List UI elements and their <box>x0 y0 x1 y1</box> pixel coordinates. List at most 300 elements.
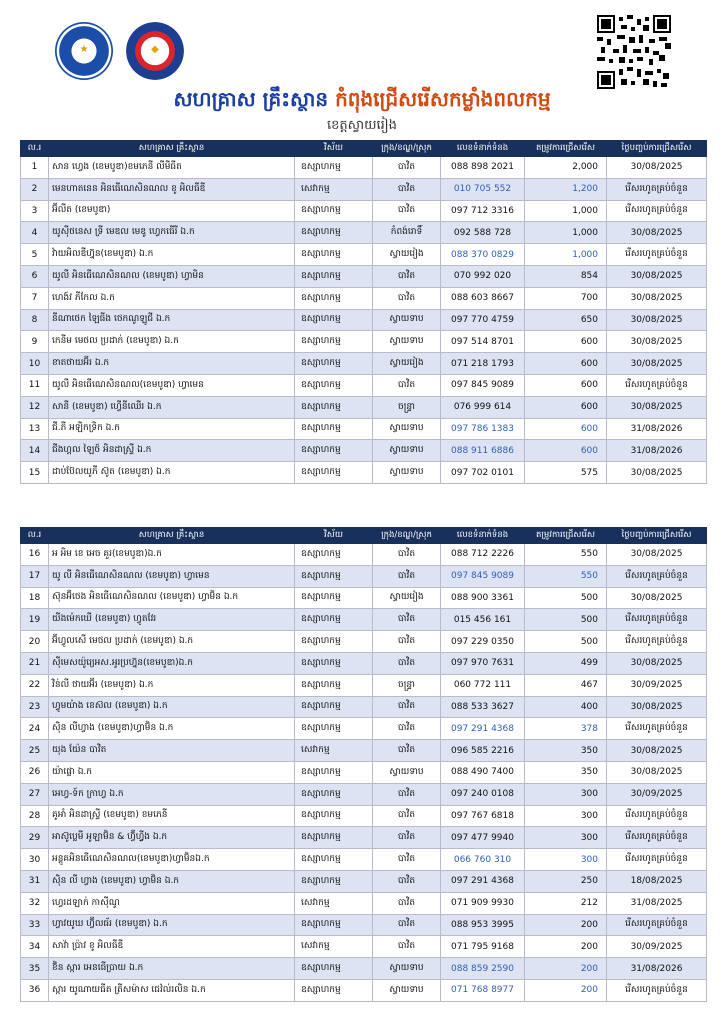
table-row <box>21 287 707 309</box>
phone-number: 088 370 0829 <box>441 244 525 266</box>
phone-number: 088 490 7400 <box>441 761 525 783</box>
company-name: ស៊ីមេសយ៉ូរ្យេអស.អូរប្រហ្វ៊ុន(ខេមបូឌា)ឯ.ក <box>49 652 295 674</box>
table-row <box>21 440 707 462</box>
location: បាវិត <box>373 157 441 179</box>
table-row <box>21 718 707 740</box>
table-row <box>21 631 707 653</box>
deadline: រើសរហូតគ្រប់ចំនួន <box>607 805 707 827</box>
table-row <box>21 244 707 266</box>
demand-count: 854 <box>525 265 607 287</box>
deadline: 18/08/2025 <box>607 870 707 892</box>
demand-count: 200 <box>525 958 607 980</box>
recruitment-table-2 <box>20 527 707 1002</box>
deadline: 30/09/2025 <box>607 674 707 696</box>
table-row <box>21 200 707 222</box>
demand-count: 575 <box>525 462 607 484</box>
sector: ឧស្សាហកម្ម <box>295 309 373 331</box>
demand-count: 350 <box>525 740 607 762</box>
row-number: 33 <box>21 914 49 936</box>
table-row <box>21 652 707 674</box>
company-name: ខ៊ិន ស្ការ អេនធើប្រាយ ឯ.ក <box>49 958 295 980</box>
deadline: 30/08/2025 <box>607 462 707 484</box>
table-row <box>21 396 707 418</box>
demand-count: 700 <box>525 287 607 309</box>
company-name: អេហ្វ-ទ៍ក ក្រាហ្វ ឯ.ក <box>49 783 295 805</box>
deadline: 30/08/2025 <box>607 265 707 287</box>
sector: ឧស្សាហកម្ម <box>295 440 373 462</box>
demand-count: 1,000 <box>525 222 607 244</box>
row-number: 11 <box>21 374 49 396</box>
demand-count: 212 <box>525 892 607 914</box>
row-number: 3 <box>21 200 49 222</box>
page-title <box>0 86 724 116</box>
col-header-sector: វិស័យ <box>295 528 373 544</box>
table-row <box>21 892 707 914</box>
phone-number: 088 953 3995 <box>441 914 525 936</box>
table-row <box>21 936 707 958</box>
row-number: 1 <box>21 157 49 179</box>
row-number: 29 <box>21 827 49 849</box>
company-name: យីងម៉េកឃើ (ខេមបូឌា) ហ្វូតវែរ <box>49 609 295 631</box>
company-name: យូលី អិនធើណេសិនណល (ខេមបូឌា) ហ្វាមិន <box>49 265 295 287</box>
col-header-no: ល.រ <box>21 141 49 157</box>
demand-count: 500 <box>525 609 607 631</box>
row-number: 17 <box>21 565 49 587</box>
deadline: 31/08/2026 <box>607 958 707 980</box>
demand-count: 1,200 <box>525 178 607 200</box>
title-part-recruiting: កំពុងជ្រើសរើសកម្លាំងពលកម្ម <box>335 87 551 111</box>
row-number: 35 <box>21 958 49 980</box>
location: បាវិត <box>373 652 441 674</box>
location: បាវិត <box>373 265 441 287</box>
demand-count: 467 <box>525 674 607 696</box>
deadline: 30/08/2025 <box>607 309 707 331</box>
row-number: 20 <box>21 631 49 653</box>
table-row <box>21 849 707 871</box>
demand-count: 300 <box>525 783 607 805</box>
location: ស្វាយរៀង <box>373 587 441 609</box>
deadline: 30/08/2025 <box>607 587 707 609</box>
company-name: យូ លី អិនធើណេសិនណល (ខេមបូឌា) ហ្វាមេន <box>49 565 295 587</box>
phone-number: 088 533 3627 <box>441 696 525 718</box>
table-row <box>21 761 707 783</box>
row-number: 32 <box>21 892 49 914</box>
table-row <box>21 674 707 696</box>
sector: ឧស្សាហកម្ម <box>295 958 373 980</box>
sector: ឧស្សាហកម្ម <box>295 565 373 587</box>
location: ស្វាយទាប <box>373 331 441 353</box>
row-number: 16 <box>21 544 49 566</box>
phone-number: 097 786 1383 <box>441 418 525 440</box>
table-row <box>21 609 707 631</box>
sector: ឧស្សាហកម្ម <box>295 631 373 653</box>
row-number: 36 <box>21 979 49 1001</box>
phone-number: 071 795 9168 <box>441 936 525 958</box>
demand-count: 600 <box>525 353 607 375</box>
deadline: រើសរហូតគ្រប់ចំនួន <box>607 200 707 222</box>
table-row <box>21 331 707 353</box>
demand-count: 200 <box>525 936 607 958</box>
row-number: 10 <box>21 353 49 375</box>
company-name: ហ្វាវយូឃ ហ្វ៊ីលធ័រ (ខេមបូឌា) ឯ.ក <box>49 914 295 936</box>
deadline: រើសរហូតគ្រប់ចំនួន <box>607 979 707 1001</box>
deadline: រើសរហូតគ្រប់ចំនួន <box>607 374 707 396</box>
table-row <box>21 222 707 244</box>
location: បាវិត <box>373 718 441 740</box>
col-header-demand: តម្រូវការជ្រើសរើស <box>525 528 607 544</box>
demand-count: 1,000 <box>525 244 607 266</box>
demand-count: 2,000 <box>525 157 607 179</box>
phone-number: 097 970 7631 <box>441 652 525 674</box>
phone-number: 071 218 1793 <box>441 353 525 375</box>
location: បាវិត <box>373 783 441 805</box>
deadline: 30/08/2025 <box>607 287 707 309</box>
col-header-location: ក្រុង/ខណ្ឌ/ស្រុក <box>373 528 441 544</box>
demand-count: 550 <box>525 544 607 566</box>
row-number: 4 <box>21 222 49 244</box>
col-header-company: សហគ្រាស គ្រឹះស្ថាន <box>49 141 295 157</box>
location: បាវិត <box>373 696 441 718</box>
demand-count: 500 <box>525 631 607 653</box>
sector: ឧស្សាហកម្ម <box>295 652 373 674</box>
phone-number: 096 585 2216 <box>441 740 525 762</box>
company-name: ជី.ភី អឡិកទ្រិក ឯ.ក <box>49 418 295 440</box>
col-header-location: ក្រុង/ខណ្ឌ/ស្រុក <box>373 141 441 157</box>
sector: ឧស្សាហកម្ម <box>295 783 373 805</box>
company-name: យុង យ៉ែន បាវិត <box>49 740 295 762</box>
table-row <box>21 958 707 980</box>
deadline: រើសរហូតគ្រប់ចំនួន <box>607 609 707 631</box>
company-name: សាវ៉ា ប្រ៉ាវ ខូ អិលធីឌី <box>49 936 295 958</box>
deadline: រើសរហូតគ្រប់ចំនួន <box>607 178 707 200</box>
location: ចន្ទ្រា <box>373 674 441 696</box>
phone-number: 015 456 161 <box>441 609 525 631</box>
col-header-no: ល.រ <box>21 528 49 544</box>
demand-count: 550 <box>525 565 607 587</box>
row-number: 19 <box>21 609 49 631</box>
deadline: រើសរហូតគ្រប់ចំនួន <box>607 718 707 740</box>
demand-count: 200 <box>525 979 607 1001</box>
company-name: ជីងហ្គល ឡៃថ៍ អិនដាស្ទ្រី ឯ.ក <box>49 440 295 462</box>
phone-number: 097 291 4368 <box>441 870 525 892</box>
row-number: 18 <box>21 587 49 609</box>
location: ស្វាយទាប <box>373 440 441 462</box>
table-row <box>21 696 707 718</box>
phone-number: 097 770 4759 <box>441 309 525 331</box>
location: បាវិត <box>373 849 441 871</box>
company-name: ហ្វូមយ៉ាង ខេស៊ល (ខេមបូឌា) ឯ.ក <box>49 696 295 718</box>
phone-number: 092 588 728 <box>441 222 525 244</box>
location: ចន្ទ្រា <box>373 396 441 418</box>
phone-number: 097 229 0350 <box>441 631 525 653</box>
deadline: 30/08/2025 <box>607 353 707 375</box>
row-number: 8 <box>21 309 49 331</box>
row-number: 21 <box>21 652 49 674</box>
phone-number: 097 240 0108 <box>441 783 525 805</box>
location: បាវិត <box>373 374 441 396</box>
row-number: 28 <box>21 805 49 827</box>
ministry-seal-icon: ★ <box>55 22 113 80</box>
row-number: 15 <box>21 462 49 484</box>
row-number: 2 <box>21 178 49 200</box>
table-row <box>21 565 707 587</box>
location: បាវិត <box>373 565 441 587</box>
table-row <box>21 827 707 849</box>
row-number: 12 <box>21 396 49 418</box>
company-name: ស៊ិន លី ហ្វាង (ខេមបូឌា) ហ្វាម៊ិន ឯ.ក <box>49 870 295 892</box>
deadline: 30/08/2025 <box>607 396 707 418</box>
row-number: 14 <box>21 440 49 462</box>
company-name: នីណាថេក ឡៃធីង ថេកណូឡូជី ឯ.ក <box>49 309 295 331</box>
company-name: ហេង៍វ ភីកែល ឯ.ក <box>49 287 295 309</box>
company-name: អាស៊ូប្លេមី អូឡាម៊ិន & ហ្វ៊ីហ្វ្វីង ឯ.ក <box>49 827 295 849</box>
sector: ឧស្សាហកម្ម <box>295 374 373 396</box>
demand-count: 600 <box>525 374 607 396</box>
row-number: 27 <box>21 783 49 805</box>
row-number: 24 <box>21 718 49 740</box>
table-header-row <box>21 528 707 544</box>
deadline: រើសរហូតគ្រប់ចំនួន <box>607 565 707 587</box>
phone-number: 066 760 310 <box>441 849 525 871</box>
location: បាវិត <box>373 178 441 200</box>
company-name: គូអាំ អិនដាស្ទ្រី (ខេមបូឌា) ខមភេនី <box>49 805 295 827</box>
demand-count: 378 <box>525 718 607 740</box>
sector: ឧស្សាហកម្ម <box>295 462 373 484</box>
sector: ឧស្សាហកម្ម <box>295 157 373 179</box>
location: បាវិត <box>373 631 441 653</box>
row-number: 30 <box>21 849 49 871</box>
phone-number: 010 705 552 <box>441 178 525 200</box>
phone-number: 097 712 3316 <box>441 200 525 222</box>
table-row <box>21 353 707 375</box>
row-number: 26 <box>21 761 49 783</box>
location: កំពង់រោទិ៍ <box>373 222 441 244</box>
col-header-company: សហគ្រាស គ្រឹះស្ថាន <box>49 528 295 544</box>
phone-number: 097 845 9089 <box>441 565 525 587</box>
deadline: រើសរហូតគ្រប់ចំនួន <box>607 827 707 849</box>
company-name: កេនីម មេថល ប្រដាក់ (ខេមបូឌា) ឯ.ក <box>49 331 295 353</box>
sector: ឧស្សាហកម្ម <box>295 761 373 783</box>
sector: ឧស្សាហកម្ម <box>295 544 373 566</box>
table-row <box>21 783 707 805</box>
col-header-demand: តម្រូវការជ្រើសរើស <box>525 141 607 157</box>
table-row <box>21 587 707 609</box>
deadline: 30/08/2025 <box>607 222 707 244</box>
location: ស្វាយរៀង <box>373 353 441 375</box>
location: បាវិត <box>373 609 441 631</box>
deadline: 30/08/2025 <box>607 331 707 353</box>
table-header-row <box>21 141 707 157</box>
phone-number: 088 900 3361 <box>441 587 525 609</box>
company-name: យូលី អិនធើណេសិនណល(ខេមបូឌា) ហ្វាមេន <box>49 374 295 396</box>
company-name: អ៊ីលីត (ខេមបូឌា) <box>49 200 295 222</box>
deadline: រើសរហូតគ្រប់ចំនួន <box>607 631 707 653</box>
deadline: 30/08/2025 <box>607 157 707 179</box>
table-row <box>21 462 707 484</box>
employment-agency-logo-icon: ◆ <box>126 22 184 80</box>
title-part-organization: សហគ្រាស គ្រឹះស្ថាន <box>173 87 329 111</box>
sector: សេវាកម្ម <box>295 892 373 914</box>
company-name: អន្តូគអិនធើណេសិនណល(ខេមបូឌា)ហ្វាម៊ិនឯ.ក <box>49 849 295 871</box>
table-row <box>21 740 707 762</box>
deadline: 30/08/2025 <box>607 544 707 566</box>
sector: ឧស្សាហកម្ម <box>295 222 373 244</box>
sector: ឧស្សាហកម្ម <box>295 979 373 1001</box>
row-number: 6 <box>21 265 49 287</box>
location: បាវិត <box>373 892 441 914</box>
sector: ឧស្សាហកម្ម <box>295 609 373 631</box>
sector: ឧស្សាហកម្ម <box>295 914 373 936</box>
phone-number: 071 768 8977 <box>441 979 525 1001</box>
sector: ឧស្សាហកម្ម <box>295 587 373 609</box>
sector: ឧស្សាហកម្ម <box>295 870 373 892</box>
qr-code-icon <box>597 15 671 89</box>
company-name: ស៊ិន លីហ្វាង (ខេមបូឌា)ហ្វាម៊ិន ឯ.ក <box>49 718 295 740</box>
table-row <box>21 309 707 331</box>
location: ស្វាយទាប <box>373 418 441 440</box>
deadline: 31/08/2026 <box>607 440 707 462</box>
deadline: 30/08/2025 <box>607 761 707 783</box>
deadline: 31/08/2025 <box>607 892 707 914</box>
demand-count: 300 <box>525 827 607 849</box>
sector: សេវាកម្ម <box>295 178 373 200</box>
sector: ឧស្សាហកម្ម <box>295 287 373 309</box>
deadline: រើសរហូតគ្រប់ចំនួន <box>607 244 707 266</box>
table-row <box>21 418 707 440</box>
demand-count: 650 <box>525 309 607 331</box>
phone-number: 070 992 020 <box>441 265 525 287</box>
sector: សេវាកម្ម <box>295 740 373 762</box>
company-name: ស៊ុនអ៊ីថេង អិនធើណេសិនណល (ខេមបូឌា) ហ្វាម៊ិន ឯ.ក <box>49 587 295 609</box>
phone-number: 097 291 4368 <box>441 718 525 740</box>
location: បាវិត <box>373 827 441 849</box>
col-header-deadline: ថ្ងៃបញ្ចប់ការជ្រើសរើស <box>607 141 707 157</box>
location: ស្វាយទាប <box>373 462 441 484</box>
phone-number: 088 603 8667 <box>441 287 525 309</box>
row-number: 34 <box>21 936 49 958</box>
location: ស្វាយទាប <box>373 309 441 331</box>
phone-number: 076 999 614 <box>441 396 525 418</box>
sector: ឧស្សាហកម្ម <box>295 244 373 266</box>
demand-count: 1,000 <box>525 200 607 222</box>
phone-number: 097 767 6818 <box>441 805 525 827</box>
sector: ឧស្សាហកម្ម <box>295 331 373 353</box>
row-number: 7 <box>21 287 49 309</box>
sector: ឧស្សាហកម្ម <box>295 827 373 849</box>
demand-count: 500 <box>525 587 607 609</box>
table-row <box>21 178 707 200</box>
location: បាវិត <box>373 936 441 958</box>
col-header-sector: វិស័យ <box>295 141 373 157</box>
row-number: 31 <box>21 870 49 892</box>
col-header-phone: លេខទំនាក់ទំនង <box>441 528 525 544</box>
table-row <box>21 870 707 892</box>
demand-count: 600 <box>525 396 607 418</box>
location: ស្វាយទាប <box>373 761 441 783</box>
deadline: 30/09/2025 <box>607 936 707 958</box>
location: ស្វាយទាប <box>373 979 441 1001</box>
demand-count: 600 <box>525 440 607 462</box>
demand-count: 300 <box>525 849 607 871</box>
phone-number: 088 898 2021 <box>441 157 525 179</box>
row-number: 13 <box>21 418 49 440</box>
phone-number: 088 859 2590 <box>441 958 525 980</box>
table-row <box>21 544 707 566</box>
sector: ឧស្សាហកម្ម <box>295 265 373 287</box>
sector: ឧស្សាហកម្ម <box>295 805 373 827</box>
company-name: មេនហាតនេន អិនធើណេសិនណល ខូ អិលធីឌី <box>49 178 295 200</box>
company-name: យូស៊ីថនេស ទ្រី មេឌល មេឌូ ហ្វេកធើរី ឯ.ក <box>49 222 295 244</box>
company-name: ខាតថាយអ៊ីរ ឯ.ក <box>49 353 295 375</box>
phone-number: 097 845 9089 <box>441 374 525 396</box>
deadline: 31/08/2026 <box>607 418 707 440</box>
company-name: អ៊ីហ្វូលសើ មេថល ប្រដាក់ (ខេមបូឌា) ឯ.ក <box>49 631 295 653</box>
phone-number: 097 514 8701 <box>441 331 525 353</box>
location: បាវិត <box>373 287 441 309</box>
location: បាវិត <box>373 544 441 566</box>
table-row <box>21 157 707 179</box>
phone-number: 088 911 6886 <box>441 440 525 462</box>
company-name: វិន់លី ថាយអ៊ីរ (ខេមបូឌា) ឯ.ក <box>49 674 295 696</box>
recruitment-table-1 <box>20 140 707 484</box>
deadline: 30/09/2025 <box>607 783 707 805</box>
location: បាវិត <box>373 914 441 936</box>
deadline: រើសរហូតគ្រប់ចំនួន <box>607 849 707 871</box>
sector: ឧស្សាហកម្ម <box>295 200 373 222</box>
demand-count: 600 <box>525 331 607 353</box>
demand-count: 499 <box>525 652 607 674</box>
row-number: 5 <box>21 244 49 266</box>
phone-number: 088 712 2226 <box>441 544 525 566</box>
location: បាវិត <box>373 805 441 827</box>
location: ស្វាយរៀង <box>373 244 441 266</box>
sector: ឧស្សាហកម្ម <box>295 849 373 871</box>
phone-number: 097 702 0101 <box>441 462 525 484</box>
demand-count: 300 <box>525 805 607 827</box>
location: បាវិត <box>373 870 441 892</box>
company-name: សាន ហ្វេង (ខេមបូឌា)ខមភេនី លីមីធីត <box>49 157 295 179</box>
demand-count: 350 <box>525 761 607 783</box>
table-row <box>21 374 707 396</box>
row-number: 25 <box>21 740 49 762</box>
sector: ឧស្សាហកម្ម <box>295 396 373 418</box>
demand-count: 250 <box>525 870 607 892</box>
company-name: សានី (ខេមបូឌា) ហ្វើនីឈើរ ឯ.ក <box>49 396 295 418</box>
col-header-deadline: ថ្ងៃបញ្ចប់ការជ្រើសរើស <box>607 528 707 544</box>
sector: ឧស្សាហកម្ម <box>295 353 373 375</box>
province-subtitle: ខេត្តស្វាយរៀង <box>327 118 397 133</box>
phone-number: 097 477 9940 <box>441 827 525 849</box>
col-header-phone: លេខទំនាក់ទំនង <box>441 141 525 157</box>
deadline: រើសរហូតគ្រប់ចំនួន <box>607 914 707 936</box>
deadline: 30/08/2025 <box>607 740 707 762</box>
phone-number: 071 909 9930 <box>441 892 525 914</box>
sector: សេវាកម្ម <box>295 936 373 958</box>
company-name: វ៉ាយអិលឌីហ្វ៊ុន(ខេមបូឌា) ឯ.ក <box>49 244 295 266</box>
sector: ឧស្សាហកម្ម <box>295 696 373 718</box>
company-name: យ៉ាផ្លោ ឯ.ក <box>49 761 295 783</box>
demand-count: 400 <box>525 696 607 718</box>
location: បាវិត <box>373 740 441 762</box>
row-number: 23 <box>21 696 49 718</box>
company-name: ដាប់ប៊ែលយូភី ស៊ូត (ខេមបូឌា) ឯ.ក <box>49 462 295 484</box>
sector: ឧស្សាហកម្ម <box>295 418 373 440</box>
table-row <box>21 805 707 827</box>
demand-count: 600 <box>525 418 607 440</box>
company-name: អ អិម ខេ អេច គួរ(ខេមបូឌា)ឯ.ក <box>49 544 295 566</box>
table-row <box>21 979 707 1001</box>
location: ស្វាយទាប <box>373 958 441 980</box>
